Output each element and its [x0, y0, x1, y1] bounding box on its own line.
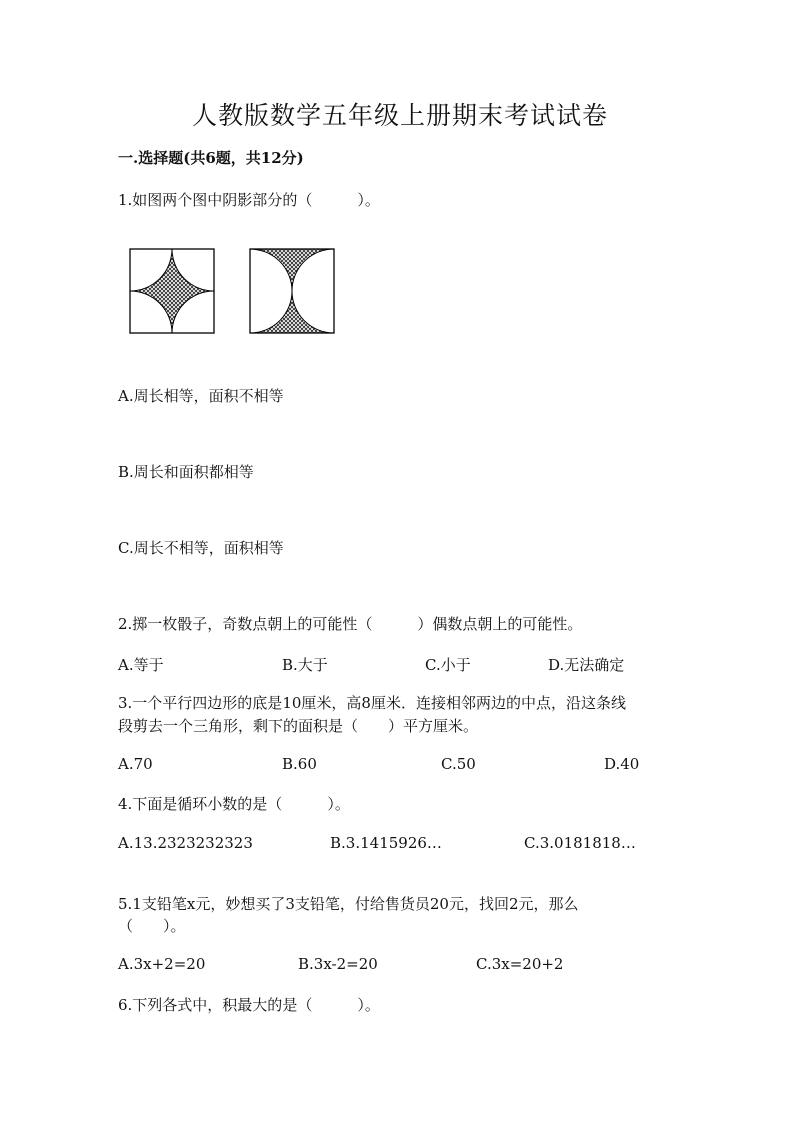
question-1-option-a: A.周长相等，面积不相等 — [118, 387, 284, 405]
question-5-stem-line2: （ ）。 — [118, 917, 186, 935]
question-2-option-c: C.小于 — [425, 656, 471, 674]
question-6-stem: 6.下列各式中，积最大的是（ ）。 — [118, 996, 380, 1014]
section-heading: 一.选择题(共6题，共12分) — [118, 149, 304, 167]
page-title: 人教版数学五年级上册期末考试试卷 — [191, 101, 608, 130]
question-2-option-b: B.大于 — [282, 656, 328, 674]
question-3-stem-line2: 段剪去一个三角形，剩下的面积是（ ）平方厘米。 — [118, 717, 479, 735]
question-3-option-a: A.70 — [118, 755, 153, 773]
question-5-option-c: C.3x=20+2 — [476, 955, 564, 973]
question-2-option-d: D.无法确定 — [548, 656, 625, 674]
question-3-stem-line1: 3.一个平行四边形的底是10厘米，高8厘米．连接相邻两边的中点，沿这条线 — [118, 694, 626, 712]
figure-right — [250, 249, 334, 333]
question-1-figure — [128, 247, 348, 339]
question-4-option-a: A.13.2323232323 — [118, 834, 253, 852]
question-4-stem: 4.下面是循环小数的是（ ）。 — [118, 795, 350, 813]
question-4-option-c: C.3.0181818… — [524, 834, 636, 852]
question-1-option-b: B.周长和面积都相等 — [118, 463, 254, 481]
question-1-option-c: C.周长不相等，面积相等 — [118, 539, 284, 557]
question-3-option-d: D.40 — [604, 755, 640, 773]
question-2-option-a: A.等于 — [118, 656, 164, 674]
question-5-stem-line1: 5.1支铅笔x元，妙想买了3支铅笔，付给售货员20元，找回2元，那么 — [118, 895, 579, 913]
question-4-option-b: B.3.1415926… — [330, 834, 442, 852]
question-3-option-c: C.50 — [441, 755, 476, 773]
question-3-option-b: B.60 — [282, 755, 317, 773]
question-1-stem: 1.如图两个图中阴影部分的（ ）。 — [118, 191, 380, 209]
question-5-option-a: A.3x+2=20 — [118, 955, 206, 973]
question-5-option-b: B.3x-2=20 — [298, 955, 378, 973]
figure-left — [130, 249, 214, 333]
question-2-stem: 2.掷一枚骰子，奇数点朝上的可能性（ ）偶数点朝上的可能性。 — [118, 615, 583, 633]
